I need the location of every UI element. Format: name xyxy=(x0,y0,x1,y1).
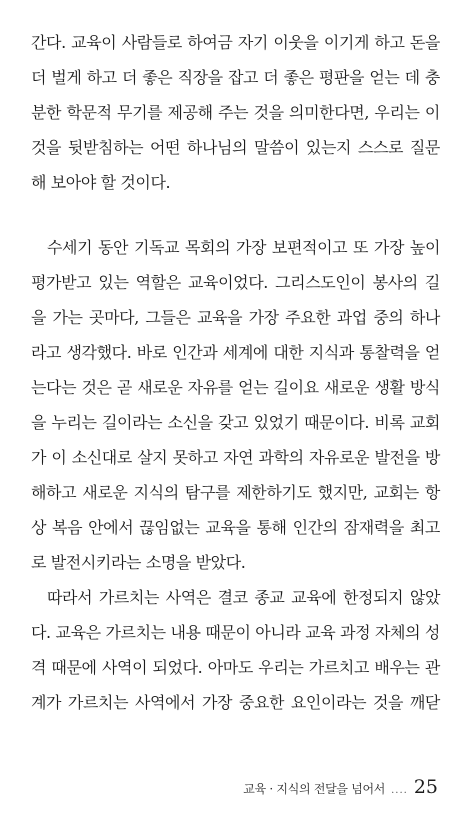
text-line: 다. 교육은 가르치는 내용 때문이 아니라 교육 과정 자체의 성 xyxy=(31,623,440,642)
paragraph-first-line: 따라서 가르치는 사역은 결코 종교 교육에 한정되지 않았 xyxy=(47,588,440,607)
text-line: 격 때문에 사역이 되었다. 아마도 우리는 가르치고 배우는 관 xyxy=(31,658,440,677)
text-line: 계가 가르치는 사역에서 가장 중요한 요인이라는 것을 깨닫 xyxy=(31,693,440,712)
text-line: 는다는 것은 곧 새로운 자유를 얻는 길이요 새로운 생활 방식 xyxy=(31,378,440,397)
text-line: 로 발전시키라는 소명을 받았다. xyxy=(31,553,246,572)
text-line: 을 누리는 길이라는 소신을 갖고 있었기 때문이다. 비록 교회 xyxy=(31,413,440,432)
text-line: 것을 뒷받침하는 어떤 하나님의 말씀이 있는지 스스로 질문 xyxy=(31,138,440,157)
paragraph-first-line: 수세기 동안 기독교 목회의 가장 보편적이고 또 가장 높이 xyxy=(47,238,440,257)
text-line: 간다. 교육이 사람들로 하여금 자기 이웃을 이기게 하고 돈을 xyxy=(31,33,440,52)
page-number: 25 xyxy=(413,776,438,798)
text-line: 해하고 새로운 지식의 탐구를 제한하기도 했지만, 교회는 항 xyxy=(31,483,440,502)
text-line: 을 가는 곳마다, 그들은 교육을 가장 주요한 과업 중의 하나 xyxy=(31,308,440,327)
text-line: 분한 학문적 무기를 제공해 주는 것을 의미한다면, 우리는 이 xyxy=(31,103,440,122)
text-line: 상 복음 안에서 끊임없는 교육을 통해 인간의 잠재력을 최고 xyxy=(31,518,440,537)
leader-dots: .... xyxy=(391,785,408,796)
text-line: 해 보아야 할 것이다. xyxy=(31,173,171,192)
text-line: 가 이 소신대로 살지 못하고 자연 과학의 자유로운 발전을 방 xyxy=(31,448,440,467)
running-title: 교육 · 지식의 전달을 넘어서 xyxy=(243,782,386,796)
text-line: 더 벌게 하고 더 좋은 직장을 잡고 더 좋은 평판을 얻는 데 충 xyxy=(31,68,440,87)
page-footer xyxy=(243,776,438,800)
text-line: 평가받고 있는 역할은 교육이었다. 그리스도인이 봉사의 길 xyxy=(31,273,440,292)
text-line: 라고 생각했다. 바로 인간과 세계에 대한 지식과 통찰력을 얻 xyxy=(31,343,440,362)
